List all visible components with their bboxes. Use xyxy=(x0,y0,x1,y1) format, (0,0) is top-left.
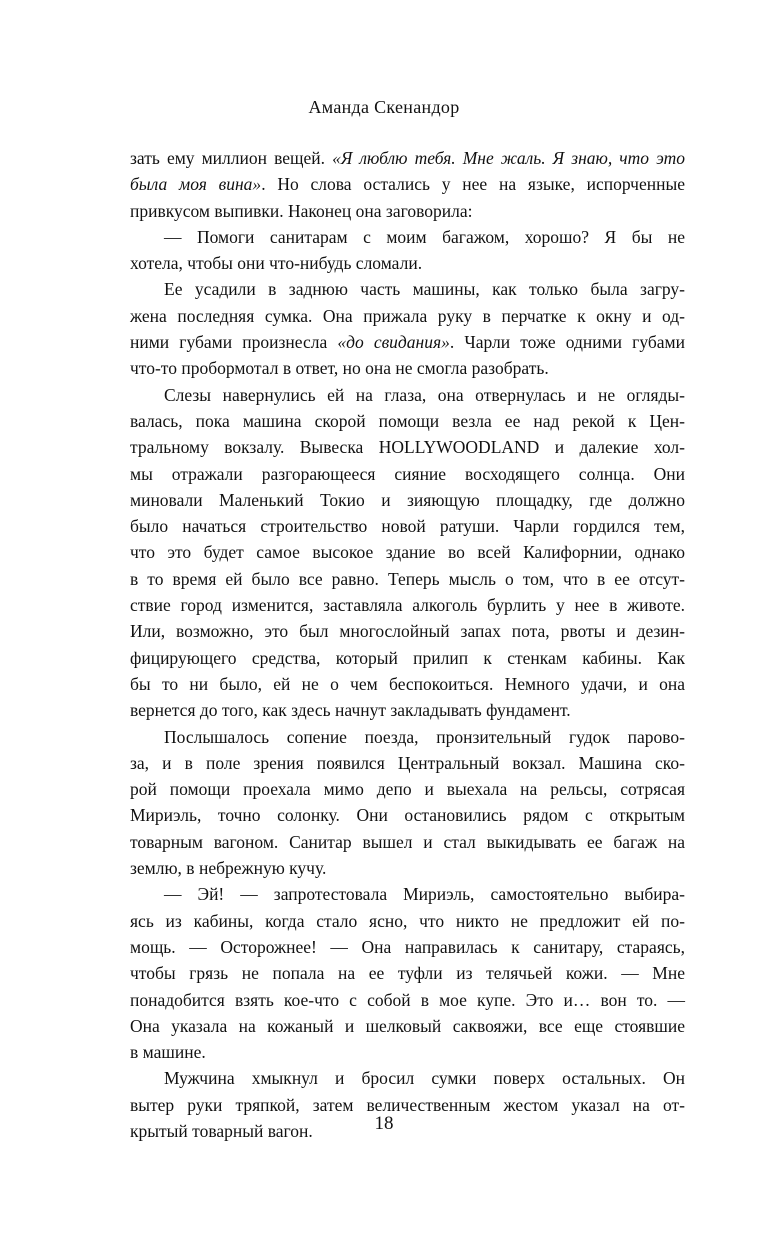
text-line xyxy=(130,566,685,592)
text-segment: . Чарли тоже одними губами xyxy=(449,332,685,353)
text-segment: Слезы навернулись ей на глаза, она отвернулась и не огляды- xyxy=(164,384,685,405)
text-segment: в то время ей было все равно. Теперь мысль о том, что в ее отсут- xyxy=(130,568,685,589)
text-line xyxy=(130,802,685,828)
text-line xyxy=(130,461,685,487)
paragraph xyxy=(130,145,685,224)
text-segment: ствие город изменится, заставляла алкоголь бурлить у нее в животе. xyxy=(130,595,685,616)
italic-text: «Я люблю тебя. Мне жаль. Я знаю, что это xyxy=(332,148,685,168)
text-line xyxy=(130,750,685,776)
text-segment: понадобится взять кое-что с собой в мое купе. Это и… вон то. — xyxy=(130,989,685,1010)
text-segment: Или, возможно, это был многослойный запах пота, рвоты и дезин- xyxy=(130,621,685,642)
text-segment: миновали Маленький Токио и зияющую площадку, где должно xyxy=(130,489,685,510)
text-line xyxy=(130,1013,685,1039)
text-segment: валась, пока машина скорой помощи везла ее над рекой к Цен- xyxy=(130,410,685,431)
text-line xyxy=(130,829,685,855)
text-line xyxy=(130,408,685,434)
text-segment: крытый товарный вагон. xyxy=(130,1120,313,1141)
text-segment: ними губами произнесла xyxy=(130,332,338,353)
text-segment: Она указала на кожаный и шелковый саквояжи, все еще стоявшие xyxy=(130,1015,685,1036)
paragraph xyxy=(130,724,685,882)
text-line xyxy=(130,171,685,197)
text-segment: зать ему миллион вещей. xyxy=(130,148,333,168)
text-line xyxy=(130,1039,685,1065)
page-number: 18 xyxy=(374,1113,394,1134)
text-segment: ясь из кабины, когда стало ясно, что никто не предложит ей по- xyxy=(130,910,685,931)
paragraph xyxy=(130,276,685,381)
text-line xyxy=(130,329,685,355)
text-segment: было начаться строительство новой ратуши. Чарли гордился тем, xyxy=(130,516,685,537)
text-line xyxy=(130,592,685,618)
text-segment: вернется до того, как здесь начнут закладывать фундамент. xyxy=(130,700,571,721)
text-line xyxy=(130,960,685,986)
text-segment: что-то пробормотал в ответ, но она не смогла разобрать. xyxy=(130,358,549,379)
text-segment: чтобы грязь не попала на ее туфли из телячьей кожи. — Мне xyxy=(130,963,685,984)
text-segment: бы то ни было, ей не о чем беспокоиться. Немного удачи, и она xyxy=(130,673,685,694)
text-line xyxy=(130,724,685,750)
text-line xyxy=(130,1065,685,1091)
text-line xyxy=(130,934,685,960)
text-segment: мощь. — Осторожнее! — Она направилась к санитару, стараясь, xyxy=(130,936,685,957)
body-text xyxy=(130,145,685,1144)
text-segment: Мужчина хмыкнул и бросил сумки поверх остальных. Он xyxy=(164,1068,685,1089)
text-segment: фицирующего средства, который прилип к стенкам кабины. Как xyxy=(130,647,685,668)
text-segment: Ее усадили в заднюю часть машины, как только была загру- xyxy=(164,279,685,300)
text-line xyxy=(130,487,685,513)
text-line xyxy=(130,908,685,934)
running-head: Аманда Скенандор xyxy=(308,97,460,117)
text-line xyxy=(130,987,685,1013)
text-segment: за, и в поле зрения появился Центральный вокзал. Машина ско- xyxy=(130,752,685,773)
text-line xyxy=(130,513,685,539)
text-segment: в машине. xyxy=(130,1042,206,1063)
text-segment: вытер руки тряпкой, затем величественным жестом указал на от- xyxy=(130,1094,685,1115)
text-segment: тральному вокзалу. Вывеска HOLLYWOODLAND и далекие хол- xyxy=(130,437,685,458)
text-segment: — Эй! — запротестовала Мириэль, самостоятельно выбира- xyxy=(164,884,685,905)
text-line xyxy=(130,250,685,276)
text-line xyxy=(130,276,685,302)
text-segment: — Помоги санитарам с моим багажом, хорошо? Я бы не xyxy=(164,226,685,247)
text-line xyxy=(130,355,685,381)
text-line xyxy=(130,671,685,697)
text-line xyxy=(130,881,685,907)
text-segment: землю, в небрежную кучу. xyxy=(130,858,327,879)
paragraph xyxy=(130,881,685,1065)
text-segment: мы отражали разгорающееся сияние восходящего солнца. Они xyxy=(130,463,685,484)
text-segment: Послышалось сопение поезда, пронзительный гудок парово- xyxy=(164,726,685,747)
text-line xyxy=(130,224,685,250)
text-line xyxy=(130,776,685,802)
text-segment: . Но слова остались у нее на языке, испорченные xyxy=(261,174,685,195)
text-line xyxy=(130,618,685,644)
text-line xyxy=(130,434,685,460)
text-line xyxy=(130,145,685,171)
italic-text: «до свидания» xyxy=(337,332,450,353)
text-segment: привкусом выпивки. Наконец она заговорила: xyxy=(130,200,473,221)
text-line xyxy=(130,303,685,329)
text-line xyxy=(130,539,685,565)
text-line xyxy=(130,645,685,671)
text-line xyxy=(130,382,685,408)
text-segment: что это будет самое высокое здание во всей Калифорнии, однако xyxy=(130,542,685,563)
text-segment: Мириэль, точно солонку. Они остановились рядом с открытым xyxy=(130,805,685,826)
text-segment: рой помощи проехала мимо депо и выехала на рельсы, сотрясая xyxy=(130,779,685,800)
paragraph xyxy=(130,224,685,277)
text-segment: жена последняя сумка. Она прижала руку в перчатке к окну и од- xyxy=(130,305,685,326)
text-line xyxy=(130,198,685,224)
italic-text: была моя вина» xyxy=(130,174,262,195)
text-segment: хотела, чтобы они что-нибудь сломали. xyxy=(130,253,423,274)
paragraph xyxy=(130,382,685,724)
text-segment: товарным вагоном. Санитар вышел и стал выкидывать ее багаж на xyxy=(130,831,685,852)
text-line xyxy=(130,697,685,723)
text-line xyxy=(130,855,685,881)
